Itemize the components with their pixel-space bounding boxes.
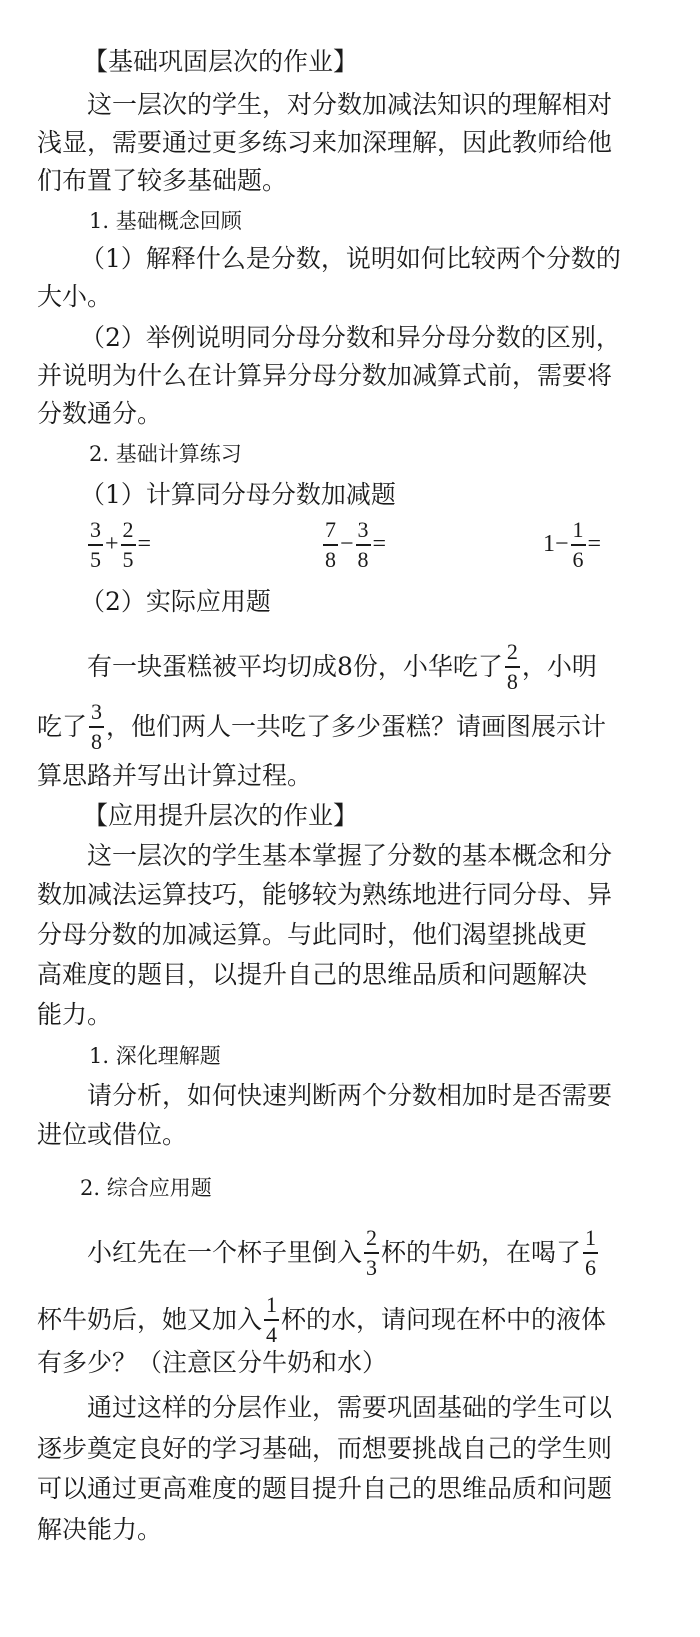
subsection-title: 2. 基础计算练习	[89, 442, 242, 466]
denominator: 8	[91, 728, 103, 754]
paragraph-line: 能力。	[37, 1000, 113, 1029]
paragraph-line: 这一层次的学生，对分数加减法知识的理解相对	[87, 90, 613, 119]
application-line	[87, 1226, 600, 1280]
denominator: 6	[585, 1254, 597, 1280]
text-segment: 有一块蛋糕被平均切成8份，小华吃了	[87, 651, 503, 681]
fraction-bar	[88, 544, 103, 546]
fraction-bar	[89, 726, 104, 728]
conclusion-line: 通过这样的分层作业，需要巩固基础的学生可以	[87, 1393, 613, 1422]
question-line: （1）解释什么是分数，说明如何比较两个分数的	[80, 244, 621, 273]
text-segment: 吃了	[37, 711, 88, 741]
section-heading-basic: 【基础巩固层次的作业】	[83, 47, 359, 76]
application-line	[37, 700, 606, 754]
numerator: 7	[325, 517, 336, 542]
question-line: 并说明为什么在计算异分母分数加减算式前，需要将	[37, 361, 613, 390]
application-line: 有多少？（注意区分牛奶和水）	[37, 1348, 388, 1377]
denominator: 6	[572, 546, 584, 572]
question-line: 进位或借位。	[37, 1120, 188, 1149]
numerator: 2	[366, 1225, 378, 1250]
fraction-bar	[323, 544, 338, 546]
question-line: （2）举例说明同分母分数和异分母分数的区别，	[80, 323, 621, 352]
fraction	[571, 518, 586, 572]
numerator: 3	[90, 517, 101, 542]
numerator: 3	[357, 517, 369, 542]
fraction	[89, 700, 104, 754]
paragraph-line: 高难度的题目，以提升自己的思维品质和问题解决	[37, 960, 588, 989]
fraction	[356, 518, 371, 572]
paragraph-line: 浅显，需要通过更多练习来加深理解，因此教师给他	[37, 128, 613, 157]
denominator: 4	[266, 1321, 278, 1347]
whole-number: 1	[543, 531, 555, 558]
paragraph-line: 们布置了较多基础题。	[37, 166, 288, 195]
calc-expression-1	[86, 518, 151, 572]
question-line: 分数通分。	[37, 399, 163, 428]
fraction-bar	[121, 544, 136, 546]
paragraph-line: 数加减法运算技巧，能够较为熟练地进行同分母、异	[37, 880, 613, 909]
exercise-title: （1）计算同分母分数加减题	[80, 480, 396, 509]
fraction-bar	[583, 1252, 598, 1254]
text-segment: ，小明	[521, 651, 597, 681]
operator: −	[340, 531, 354, 558]
numerator: 2	[122, 517, 134, 542]
application-line	[37, 1293, 606, 1347]
equals-sign: =	[372, 531, 387, 558]
numerator: 1	[585, 1225, 597, 1250]
text-segment: 杯牛奶后，她又加入	[37, 1304, 263, 1334]
fraction	[88, 518, 103, 572]
conclusion-line: 逐步奠定良好的学习基础，而想要挑战自己的学生则	[37, 1434, 613, 1463]
conclusion-line: 解决能力。	[37, 1515, 163, 1544]
text-segment: 小红先在一个杯子里倒入	[87, 1237, 363, 1267]
fraction-bar	[356, 544, 371, 546]
fraction	[505, 640, 520, 694]
numerator: 2	[506, 639, 518, 664]
denominator: 8	[506, 668, 518, 694]
paragraph-line: 这一层次的学生基本掌握了分数的基本概念和分	[87, 841, 613, 870]
fraction-bar	[571, 544, 586, 546]
fraction-bar	[505, 666, 520, 668]
text-segment: ，他们两人一共吃了多少蛋糕？请画图展示计	[106, 711, 607, 741]
exercise-title: （2）实际应用题	[80, 587, 271, 616]
numerator: 1	[572, 517, 584, 542]
fraction	[323, 518, 338, 572]
subsection-title: 1. 深化理解题	[89, 1044, 221, 1068]
calc-expression-2	[321, 518, 386, 572]
denominator: 8	[325, 546, 336, 572]
fraction-bar	[264, 1319, 279, 1321]
calc-expression-3	[543, 518, 601, 572]
question-line: 大小。	[37, 282, 113, 311]
fraction	[364, 1226, 379, 1280]
numerator: 3	[91, 699, 103, 724]
operator: +	[105, 531, 119, 558]
question-line: 请分析，如何快速判断两个分数相加时是否需要	[87, 1081, 613, 1110]
application-line	[87, 640, 597, 694]
fraction	[583, 1226, 598, 1280]
text-segment: 杯的水，请问现在杯中的液体	[281, 1304, 607, 1334]
paragraph-line: 分母分数的加减运算。与此同时，他们渴望挑战更	[37, 920, 588, 949]
fraction	[264, 1293, 279, 1347]
denominator: 5	[90, 546, 101, 572]
application-line: 算思路并写出计算过程。	[37, 761, 313, 790]
text-segment: 杯的牛奶，在喝了	[381, 1237, 582, 1267]
subsection-title: 1. 基础概念回顾	[89, 209, 242, 233]
denominator: 3	[366, 1254, 378, 1280]
operator: −	[555, 531, 569, 558]
numerator: 1	[266, 1292, 278, 1317]
equals-sign: =	[137, 531, 152, 558]
subsection-title: 2. 综合应用题	[80, 1176, 212, 1200]
denominator: 5	[122, 546, 134, 572]
section-heading-advanced: 【应用提升层次的作业】	[83, 801, 359, 830]
denominator: 8	[357, 546, 369, 572]
fraction-bar	[364, 1252, 379, 1254]
conclusion-line: 可以通过更高难度的题目提升自己的思维品质和问题	[37, 1474, 613, 1503]
equals-sign: =	[587, 531, 602, 558]
fraction	[121, 518, 136, 572]
